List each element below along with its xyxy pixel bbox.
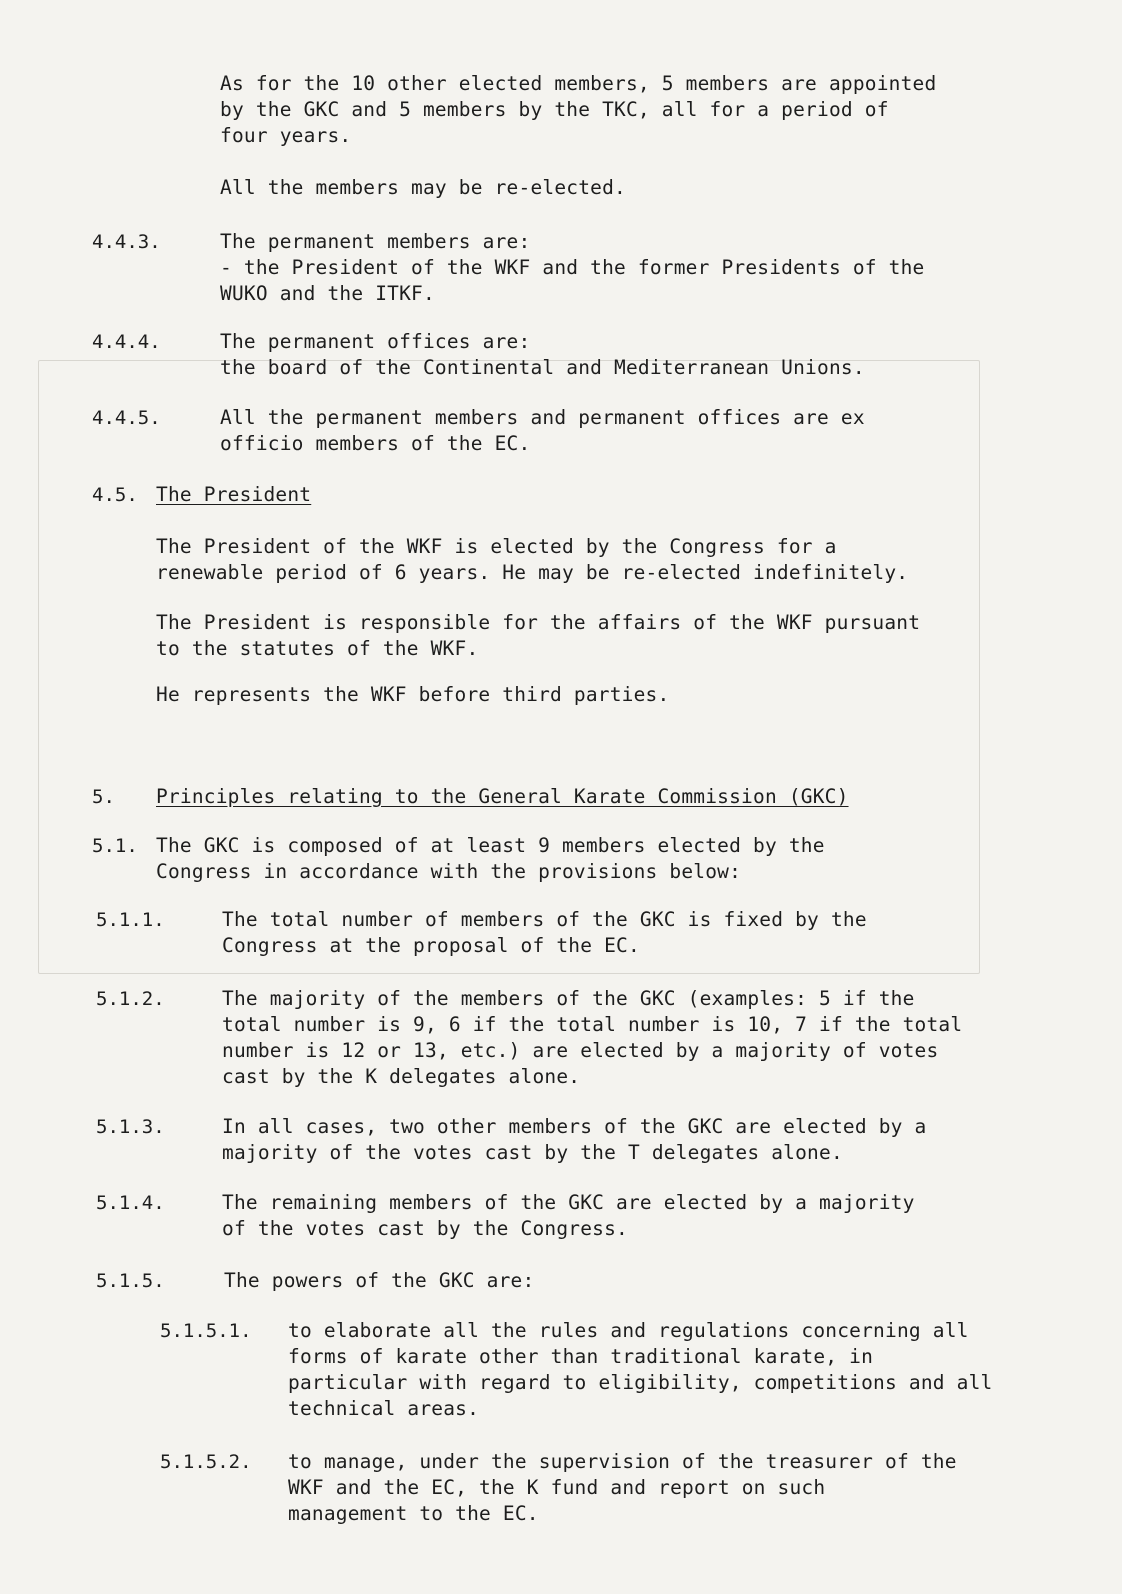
section-number: 5.1.4. — [96, 1192, 165, 1214]
text-line: to manage, under the supervision of the treasurer of the — [288, 1450, 957, 1473]
text-line: All the permanent members and permanent offices are ex — [220, 406, 865, 429]
section-number: 5.1. — [92, 835, 138, 857]
section-number: 5.1.3. — [96, 1116, 165, 1138]
text-line: In all cases, two other members of the GKC are elected by a — [222, 1115, 927, 1138]
text-line: The GKC is composed of at least 9 members elected by the — [156, 834, 825, 857]
section-heading: Principles relating to the General Karate Commission (GKC) — [156, 785, 849, 808]
text-line: majority of the votes cast by the T delegates alone. — [222, 1141, 843, 1164]
text-line: All the members may be re-elected. — [220, 176, 626, 199]
section-number: 5.1.5.2. — [160, 1451, 252, 1473]
text-line: number is 12 or 13, etc.) are elected by a majority of votes — [222, 1039, 939, 1062]
text-line: Congress at the proposal of the EC. — [222, 934, 640, 957]
text-line: four years. — [220, 124, 352, 147]
text-line: by the GKC and 5 members by the TKC, all for a period of — [220, 98, 889, 121]
text-line: The majority of the members of the GKC (examples: 5 if the — [222, 987, 915, 1010]
text-line: forms of karate other than traditional karate, in — [288, 1345, 874, 1368]
text-line: He represents the WKF before third parties. — [156, 683, 670, 706]
text-line: The permanent offices are: — [220, 330, 531, 353]
text-line: cast by the K delegates alone. — [222, 1065, 581, 1088]
text-line: to elaborate all the rules and regulations concerning all — [288, 1319, 969, 1342]
text-line: WUKO and the ITKF. — [220, 282, 435, 305]
text-line: WKF and the EC, the K fund and report on such — [288, 1476, 826, 1499]
section-number: 5.1.2. — [96, 988, 165, 1010]
text-line: renewable period of 6 years. He may be re-elected indefinitely. — [156, 561, 909, 584]
text-line: to the statutes of the WKF. — [156, 637, 479, 660]
section-number: 5.1.5.1. — [160, 1320, 252, 1342]
text-line: The President of the WKF is elected by the Congress for a — [156, 535, 837, 558]
text-line: The total number of members of the GKC is fixed by the — [222, 908, 867, 931]
section-number: 4.4.3. — [92, 231, 161, 253]
section-number: 4.5. — [92, 484, 138, 506]
text-line: particular with regard to eligibility, competitions and all — [288, 1371, 993, 1394]
text-line: The permanent members are: — [220, 230, 531, 253]
text-line: of the votes cast by the Congress. — [222, 1217, 628, 1240]
text-line: The President is responsible for the affairs of the WKF pursuant — [156, 611, 921, 634]
text-line: As for the 10 other elected members, 5 members are appointed — [220, 72, 937, 95]
text-line: The remaining members of the GKC are elected by a majority — [222, 1191, 915, 1214]
text-line: Congress in accordance with the provisions below: — [156, 860, 742, 883]
section-number: 5.1.5. — [96, 1270, 165, 1292]
text-line: - the President of the WKF and the former Presidents of the — [220, 256, 925, 279]
section-number: 5.1.1. — [96, 909, 165, 931]
text-line: technical areas. — [288, 1397, 480, 1420]
text-line: officio members of the EC. — [220, 432, 531, 455]
section-number: 5. — [92, 786, 115, 808]
text-line: The powers of the GKC are: — [224, 1269, 535, 1292]
section-number: 4.4.5. — [92, 407, 161, 429]
text-line: the board of the Continental and Mediterranean Unions. — [220, 356, 865, 379]
section-heading: The President — [156, 483, 312, 506]
text-line: management to the EC. — [288, 1502, 539, 1525]
text-line: total number is 9, 6 if the total number is 10, 7 if the total — [222, 1013, 963, 1036]
section-number: 4.4.4. — [92, 331, 161, 353]
